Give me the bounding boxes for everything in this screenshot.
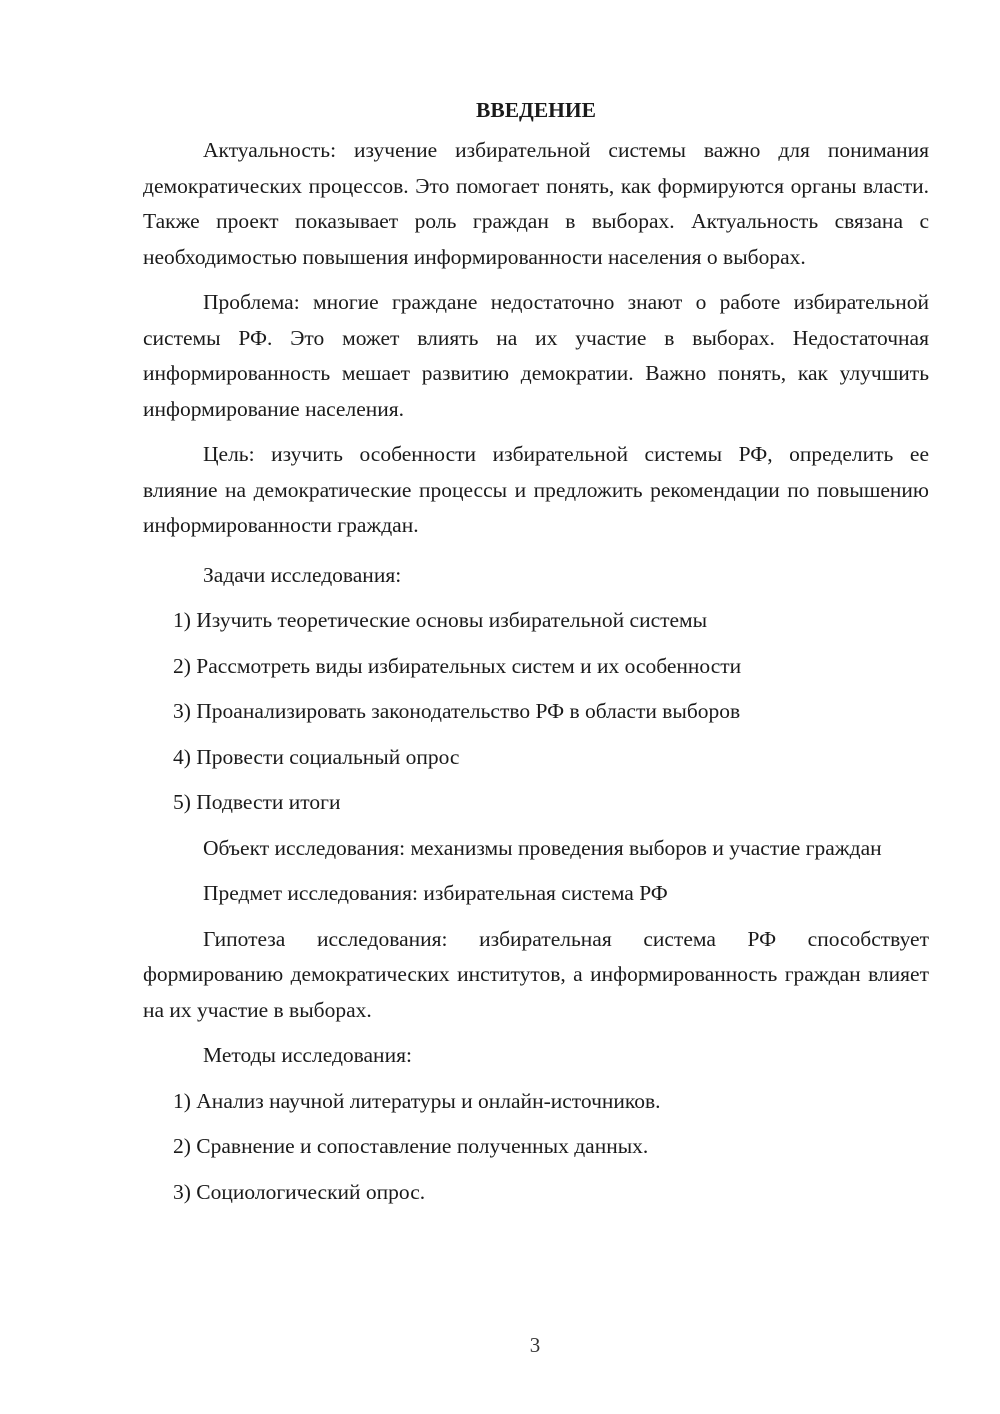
list-item: 2) Сравнение и сопоставление полученных данных. [173, 1134, 649, 1158]
relevance-paragraph: Актуальность: изучение избирательной системы важно для понимания демократических процессов. Это помогает понять, как формируются органы власти. Также проект показывает роль граждан в выборах. Актуальность связана с необходимостью повышения информированности населения о выборах. [143, 138, 929, 269]
list-item: 4) Провести социальный опрос [173, 744, 460, 769]
problem-paragraph: Проблема: многие граждане недостаточно знают о работе избирательной системы РФ. Это может влиять на их участие в выборах. Недостаточная информированность мешает развитию демократии. Важно понять, как улучшить информирование населения. [143, 290, 929, 421]
tasks-title: Задачи исследования: [203, 562, 402, 587]
subject-paragraph: Предмет исследования: избирательная система РФ [203, 881, 668, 905]
methods-title: Методы исследования: [203, 1043, 412, 1067]
document-page [143, 95, 929, 1220]
list-item: 3) Проанализировать законодательство РФ в области выборов [173, 699, 741, 723]
list-item: 1) Анализ научной литературы и онлайн-источников. [173, 1088, 661, 1113]
object-paragraph: Объект исследования: механизмы проведения выборов и участие граждан [203, 835, 882, 860]
hypothesis-paragraph: Гипотеза исследования: избирательная система РФ способствует формированию демократических институтов, а информированность граждан влияет на их участие в выборах. [143, 926, 929, 1022]
list-item: 5) Подвести итоги [173, 790, 341, 814]
tasks-list [143, 603, 929, 821]
goal-paragraph: Цель: изучить особенности избирательной системы РФ, определить ее влияние на демократические процессы и предложить рекомендации по повышению информированности граждан. [143, 442, 929, 537]
list-item: 3) Социологический опрос. [173, 1179, 426, 1204]
list-item: 2) Рассмотреть виды избирательных систем и их особенности [173, 653, 742, 678]
list-item: 1) Изучить теоретические основы избирательной системы [173, 608, 708, 632]
methods-list [143, 1084, 929, 1211]
page-number: 3 [529, 1333, 541, 1357]
section-heading: ВВЕДЕНИЕ [476, 98, 596, 122]
